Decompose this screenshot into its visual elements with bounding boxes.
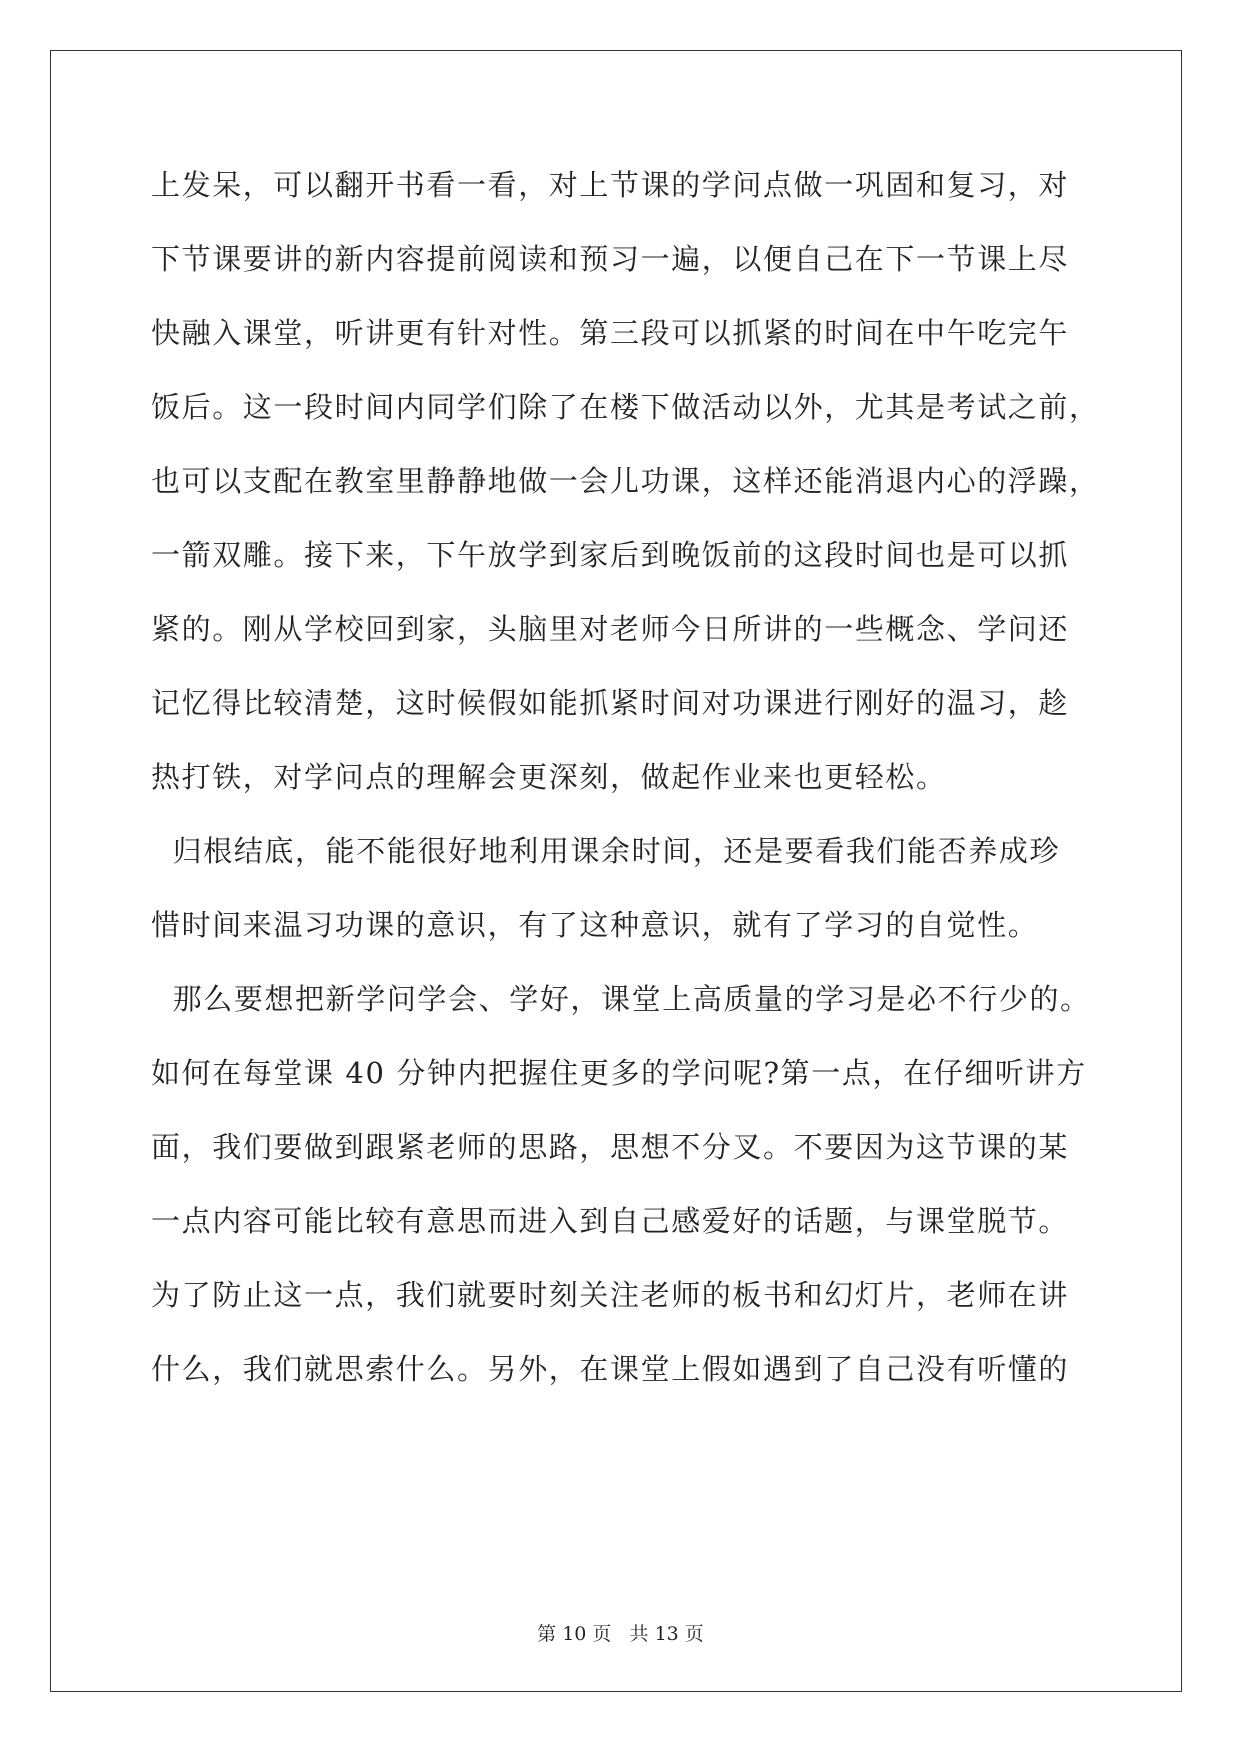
text-line: 惜时间来温习功课的意识，有了这种意识，就有了学习的自觉性。 <box>151 908 1039 942</box>
text-line: 上发呆，可以翻开书看一看，对上节课的学问点做一巩固和复习，对 <box>151 168 1070 202</box>
text-line: 也可以支配在教室里静静地做一会儿功课，这样还能消退内心的浮躁， <box>151 464 1100 498</box>
text-line: 面，我们要做到跟紧老师的思路，思想不分叉。不要因为这节课的某 <box>151 1130 1070 1164</box>
text-line: 什么，我们就思索什么。另外，在课堂上假如遇到了自己没有听懂的 <box>151 1352 1070 1386</box>
text-line: 一点内容可能比较有意思而进入到自己感爱好的话题，与课堂脱节。 <box>151 1204 1070 1238</box>
text-line: 热打铁，对学问点的理解会更深刻，做起作业来也更轻松。 <box>151 760 947 794</box>
text-line: 紧的。刚从学校回到家，头脑里对老师今日所讲的一些概念、学问还 <box>151 612 1070 646</box>
text-line: 归根结底，能不能很好地利用课余时间，还是要看我们能否养成珍 <box>151 834 1061 868</box>
text-line: 一箭双雕。接下来，下午放学到家后到晚饭前的这段时间也是可以抓 <box>151 538 1070 572</box>
text-line: 记忆得比较清楚，这时候假如能抓紧时间对功课进行刚好的温习，趁 <box>151 686 1070 720</box>
text-line: 为了防止这一点，我们就要时刻关注老师的板书和幻灯片，老师在讲 <box>151 1278 1070 1312</box>
text-line: 快融入课堂，听讲更有针对性。第三段可以抓紧的时间在中午吃完午 <box>151 316 1070 350</box>
text-line: 那么要想把新学问学会、学好，课堂上高质量的学习是必不行少的。 <box>151 982 1091 1016</box>
page-number-footer: 第 10 页 共 13 页 <box>537 1623 704 1645</box>
text-line: 饭后。这一段时间内同学们除了在楼下做活动以外，尤其是考试之前， <box>151 390 1100 424</box>
page-border <box>50 50 1182 1692</box>
text-line: 如何在每堂课 40 分钟内把握住更多的学问呢?第一点，在仔细听讲方 <box>151 1056 1087 1090</box>
text-line: 下节课要讲的新内容提前阅读和预习一遍，以便自己在下一节课上尽 <box>151 242 1070 276</box>
